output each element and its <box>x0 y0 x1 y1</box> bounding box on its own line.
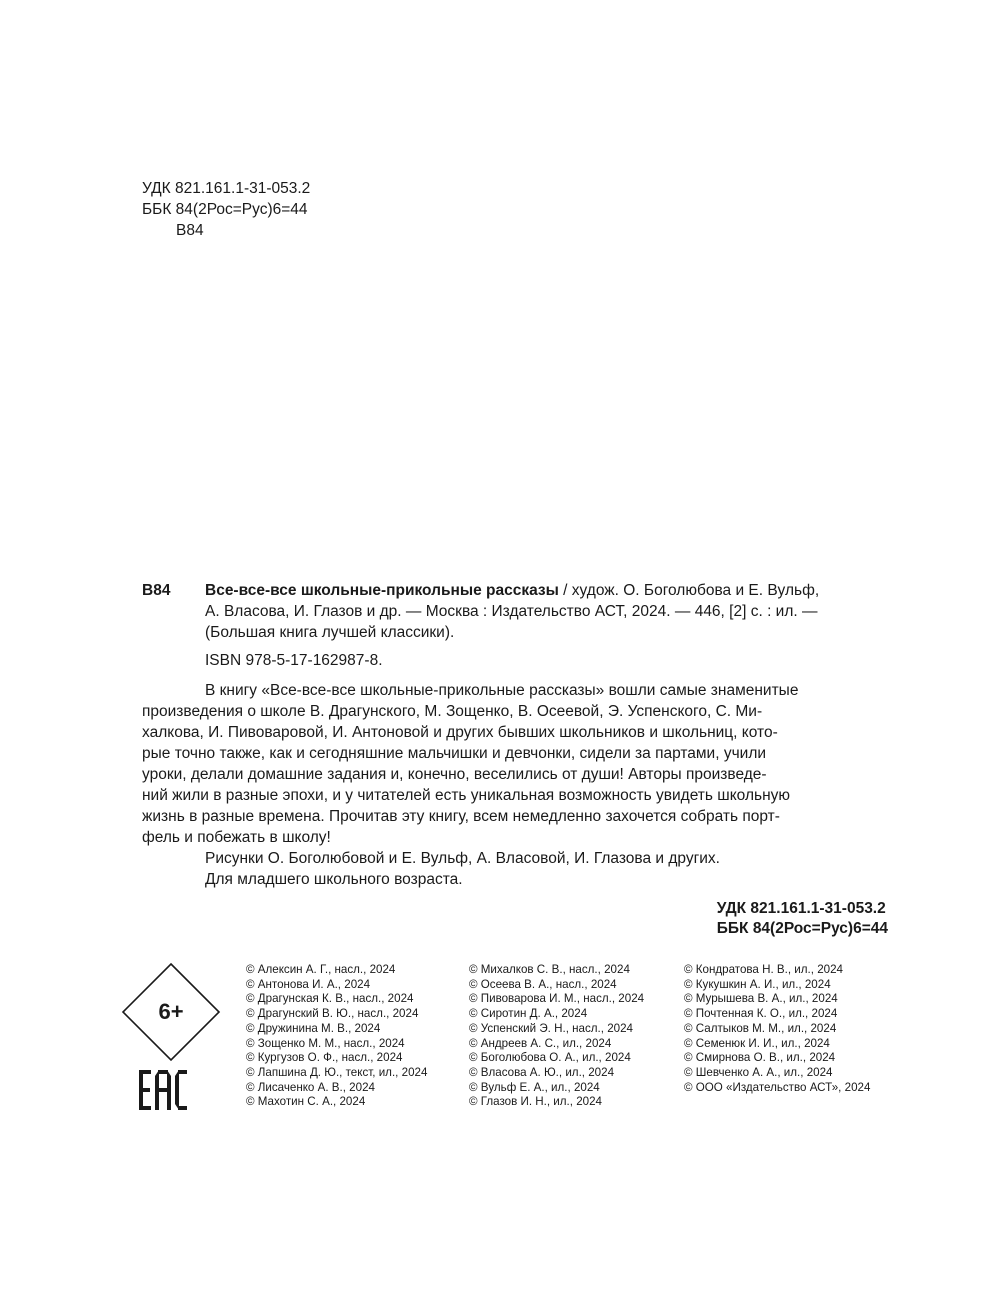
copyright-column-3 <box>684 963 894 1110</box>
copyright-line: © Власова А. Ю., ил., 2024 <box>469 1065 615 1079</box>
copyright-line: © Лисаченко А. В., 2024 <box>246 1080 375 1094</box>
annotation-line: В книгу «Все-все-все школьные-прикольные рассказы» вошли самые знаменитые <box>205 682 799 699</box>
copyright-line: © Драгунский В. Ю., насл., 2024 <box>246 1007 419 1021</box>
record-series: (Большая книга лучшей классики). <box>205 624 455 641</box>
bibliographic-record <box>142 580 888 890</box>
age-rating-badge <box>121 962 221 1062</box>
copyright-line: © Салтыков М. М., ил., 2024 <box>684 1021 837 1035</box>
copyright-line: © Мурышева В. А., ил., 2024 <box>684 992 838 1006</box>
bottom-udk-code: УДК 821.161.1-31-053.2 <box>716 900 886 917</box>
copyright-line: © Алексин А. Г., насл., 2024 <box>246 963 396 976</box>
copyright-column-2 <box>469 963 684 1110</box>
copyright-line: © Сиротин Д. А., 2024 <box>469 1007 588 1021</box>
annotation-line: жизнь в разные времена. Прочитав эту книгу, всем немедленно захочется собрать порт- <box>142 808 780 825</box>
record-first-line <box>142 580 888 601</box>
copyright-line: © Шевченко А. А., ил., 2024 <box>684 1065 833 1079</box>
copyright-line: © Антонова И. А., 2024 <box>246 977 371 991</box>
copyright-line: © Дружинина М. В., 2024 <box>246 1021 381 1035</box>
annotation-line: халкова, И. Пивоваровой, И. Антоновой и других бывших школьников и школьниц, кото- <box>142 724 778 741</box>
copyright-line: © Пивоварова И. М., насл., 2024 <box>469 992 645 1006</box>
copyright-line: © ООО «Издательство АСТ», 2024 <box>684 1080 871 1094</box>
copyright-line: © Осеева В. А., насл., 2024 <box>469 977 617 991</box>
copyright-line: © Андреев А. С., ил., 2024 <box>469 1036 612 1050</box>
copyright-line: © Кондратова Н. В., ил., 2024 <box>684 963 844 976</box>
annotation-line: рые точно также, как и сегодняшние мальчишки и девчонки, сидели за партами, учили <box>142 745 767 762</box>
copyright-line: © Зощенко М. М., насл., 2024 <box>246 1036 405 1050</box>
copyright-line: © Смирнова О. В., ил., 2024 <box>684 1051 836 1065</box>
record-heading <box>205 580 888 601</box>
record-responsibility: / худож. О. Боголюбова и Е. Вульф, <box>558 582 820 599</box>
record-annotation <box>142 680 888 890</box>
copyright-line: © Кургузов О. Ф., насл., 2024 <box>246 1051 403 1065</box>
top-bbk-code: ББК 84(2Рос=Рус)6=44 <box>142 201 308 218</box>
top-classification-codes <box>142 178 310 241</box>
copyright-line: © Почтенная К. О., ил., 2024 <box>684 1007 838 1021</box>
illustrations-note: Рисунки О. Боголюбовой и Е. Вульф, А. Власовой, И. Глазова и других. <box>205 850 720 867</box>
copyright-section <box>246 963 894 1110</box>
copyright-line: © Боголюбова О. А., ил., 2024 <box>469 1051 631 1065</box>
eac-conformity-mark <box>139 1070 187 1110</box>
copyright-line: © Успенский Э. Н., насл., 2024 <box>469 1021 633 1035</box>
audience-note: Для младшего школьного возраста. <box>205 871 463 888</box>
copyright-line: © Кукушкин А. И., ил., 2024 <box>684 977 831 991</box>
top-udk-code: УДК 821.161.1-31-053.2 <box>142 180 311 197</box>
record-isbn: ISBN 978-5-17-162987-8. <box>205 652 383 669</box>
copyright-line: © Семенюк И. И., ил., 2024 <box>684 1036 830 1050</box>
copyright-line: © Вульф Е. А., ил., 2024 <box>469 1080 600 1094</box>
copyright-column-1 <box>246 963 469 1110</box>
copyright-line: © Михалков С. В., насл., 2024 <box>469 963 630 976</box>
eac-logo-icon <box>139 1070 187 1110</box>
annotation-line: ний жили в разные эпохи, и у читателей есть уникальная возможность увидеть школьную <box>142 787 791 804</box>
age-rating-label: 6+ <box>158 999 184 1024</box>
book-title: Все-все-все школьные-прикольные рассказы <box>205 582 559 599</box>
copyright-line: © Глазов И. Н., ил., 2024 <box>469 1095 602 1109</box>
copyright-line: © Лапшина Д. Ю., текст, ил., 2024 <box>246 1065 428 1079</box>
annotation-line: произведения о школе В. Драгунского, М. Зощенко, В. Осеевой, Э. Успенского, С. Ми- <box>142 703 763 720</box>
bottom-classification-codes <box>717 899 888 939</box>
record-imprint: А. Власова, И. Глазов и др. — Москва : Издательство АСТ, 2024. — 446, [2] с. : ил. — <box>205 603 818 620</box>
copyright-line: © Драгунская К. В., насл., 2024 <box>246 992 414 1006</box>
record-author-sign: В84 <box>142 582 171 599</box>
annotation-line: уроки, делали домашние задания и, конечно, веселились от души! Авторы произведе- <box>142 766 767 783</box>
copyright-line: © Махотин С. А., 2024 <box>246 1095 366 1109</box>
annotation-line: фель и побежать в школу! <box>142 829 331 846</box>
bottom-bbk-code: ББК 84(2Рос=Рус)6=44 <box>716 920 888 937</box>
top-author-sign: В84 <box>176 222 204 239</box>
